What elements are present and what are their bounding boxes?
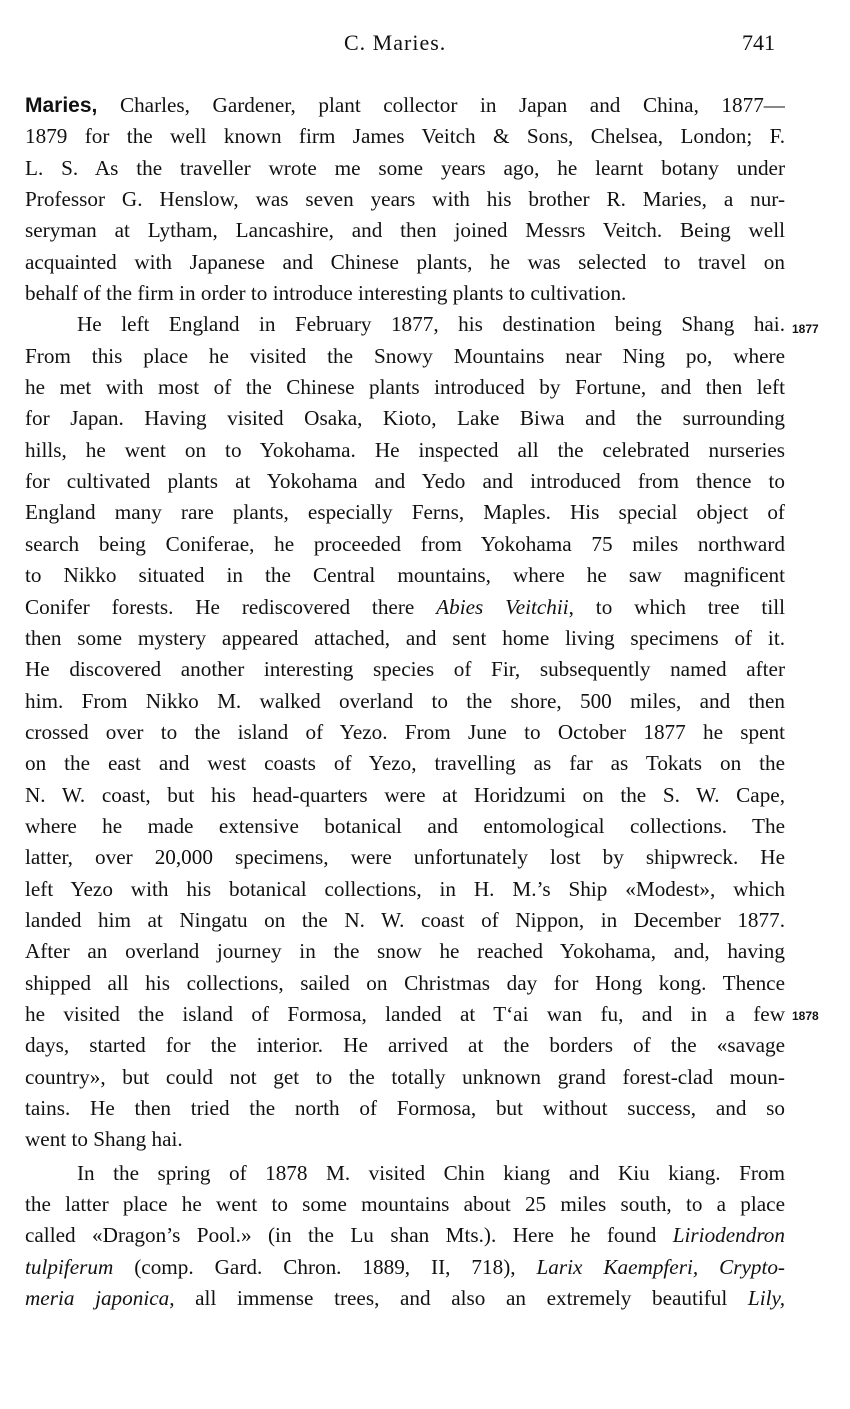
- text-line: From this place he visited the Snowy Mountains near Ning po, where: [25, 343, 785, 368]
- text-line: latter, over 20,000 specimens, were unfortunately lost by shipwreck. He: [25, 845, 785, 870]
- species-name: Abies Veitchii: [436, 594, 569, 619]
- species-name: Liriodendron: [672, 1223, 785, 1248]
- running-head: C. Maries.: [344, 30, 447, 55]
- text-line: then some mystery appeared attached, and sent home living specimens of it.: [25, 625, 785, 650]
- margin-year-1877: 1877: [792, 322, 819, 336]
- text-line: N. W. coast, but his head-quarters were at Horidzumi on the S. W. Cape,: [25, 782, 785, 807]
- text-line: tains. He then tried the north of Formosa, but without success, and so: [25, 1096, 785, 1120]
- text-line: After an overland journey in the snow he reached Yokohama, and, having: [25, 939, 785, 964]
- text-line: search being Coniferae, he proceeded from Yokohama 75 miles northward: [25, 531, 785, 556]
- page-number: 741: [742, 30, 775, 55]
- text-line: to Nikko situated in the Central mountains, where he saw magnificent: [25, 563, 785, 588]
- text-line: he met with most of the Chinese plants introduced by Fortune, and then left: [25, 375, 785, 400]
- text-line: shipped all his collections, sailed on Christmas day for Hong kong. Thence: [25, 970, 785, 995]
- text-line: In the spring of 1878 M. visited Chin kiang and Kiu kiang. From: [77, 1160, 785, 1185]
- text-line: called «Dragon’s Pool.» (in the Lu shan Mts.). Here he found Liriodendron: [25, 1223, 785, 1248]
- text-line: tulpiferum (comp. Gard. Chron. 1889, II, 718), Larix Kaempferi, Crypto-: [25, 1254, 785, 1279]
- text-line: for cultivated plants at Yokohama and Yedo and introduced from thence to: [25, 469, 785, 494]
- article-body: [25, 90, 785, 1314]
- text-line: he visited the island of Formosa, landed at T‘ai wan fu, and in a few: [25, 1001, 785, 1026]
- text-line: behalf of the firm in order to introduce interesting plants to cultivation.: [25, 281, 627, 306]
- species-name: meria japonica,: [25, 1286, 175, 1311]
- paragraph-journey: [25, 309, 785, 1155]
- text-line: He left England in February 1877, his destination being Shang hai.: [77, 312, 785, 337]
- text-line: crossed over to the island of Yezo. From June to October 1877 he spent: [25, 719, 785, 744]
- species-name: tulpiferum: [25, 1254, 114, 1279]
- text-line: went to Shang hai.: [25, 1127, 183, 1152]
- text-line: Maries, Charles, Gardener, plant collector in Japan and China, 1877—: [25, 93, 785, 117]
- text-line: 1879 for the well known firm James Veitch & Sons, Chelsea, London; F.: [25, 124, 785, 149]
- text-line: where he made extensive botanical and entomological collections. The: [25, 813, 785, 838]
- paragraph-china: [25, 1158, 785, 1315]
- entry-name: Maries,: [25, 94, 98, 117]
- margin-year-1878: 1878: [792, 1009, 819, 1023]
- text-line: on the east and west coasts of Yezo, travelling as far as Tokats on the: [25, 751, 785, 776]
- text-line: days, started for the interior. He arrived at the borders of the «savage: [25, 1033, 785, 1058]
- text-line: Conifer forests. He rediscovered there Abies Veitchii, to which tree till: [25, 594, 785, 619]
- text-line: hills, he went on to Yokohama. He inspected all the celebrated nurseries: [25, 437, 785, 462]
- species-name: Lily,: [747, 1286, 785, 1311]
- text-line: Professor G. Henslow, was seven years with his brother R. Maries, a nur-: [25, 187, 785, 212]
- text-line: acquainted with Japanese and Chinese plants, he was selected to travel on: [25, 249, 785, 274]
- text-line: landed him at Ningatu on the N. W. coast of Nippon, in December 1877.: [25, 907, 785, 932]
- text-line: England many rare plants, especially Ferns, Maples. His special object of: [25, 500, 785, 525]
- paragraph-intro: [25, 90, 785, 309]
- text-line: the latter place he went to some mountains about 25 miles south, to a place: [25, 1192, 785, 1217]
- text-line: He discovered another interesting species of Fir, subsequently named after: [25, 657, 785, 682]
- text-line: meria japonica, all immense trees, and also an extremely beautiful Lily,: [25, 1286, 785, 1311]
- page-header: [0, 30, 850, 60]
- text-line: for Japan. Having visited Osaka, Kioto, Lake Biwa and the surrounding: [25, 406, 785, 431]
- text-line: country», but could not get to the totally unknown grand forest-clad moun-: [25, 1064, 785, 1089]
- text-line: L. S. As the traveller wrote me some years ago, he learnt botany under: [25, 155, 785, 180]
- text-line: left Yezo with his botanical collections, in H. M.’s Ship «Modest», which: [25, 876, 785, 901]
- text-line: seryman at Lytham, Lancashire, and then joined Messrs Veitch. Being well: [25, 218, 785, 243]
- text-line: him. From Nikko M. walked overland to the shore, 500 miles, and then: [25, 688, 785, 713]
- species-name: Larix Kaempferi, Crypto-: [536, 1254, 785, 1279]
